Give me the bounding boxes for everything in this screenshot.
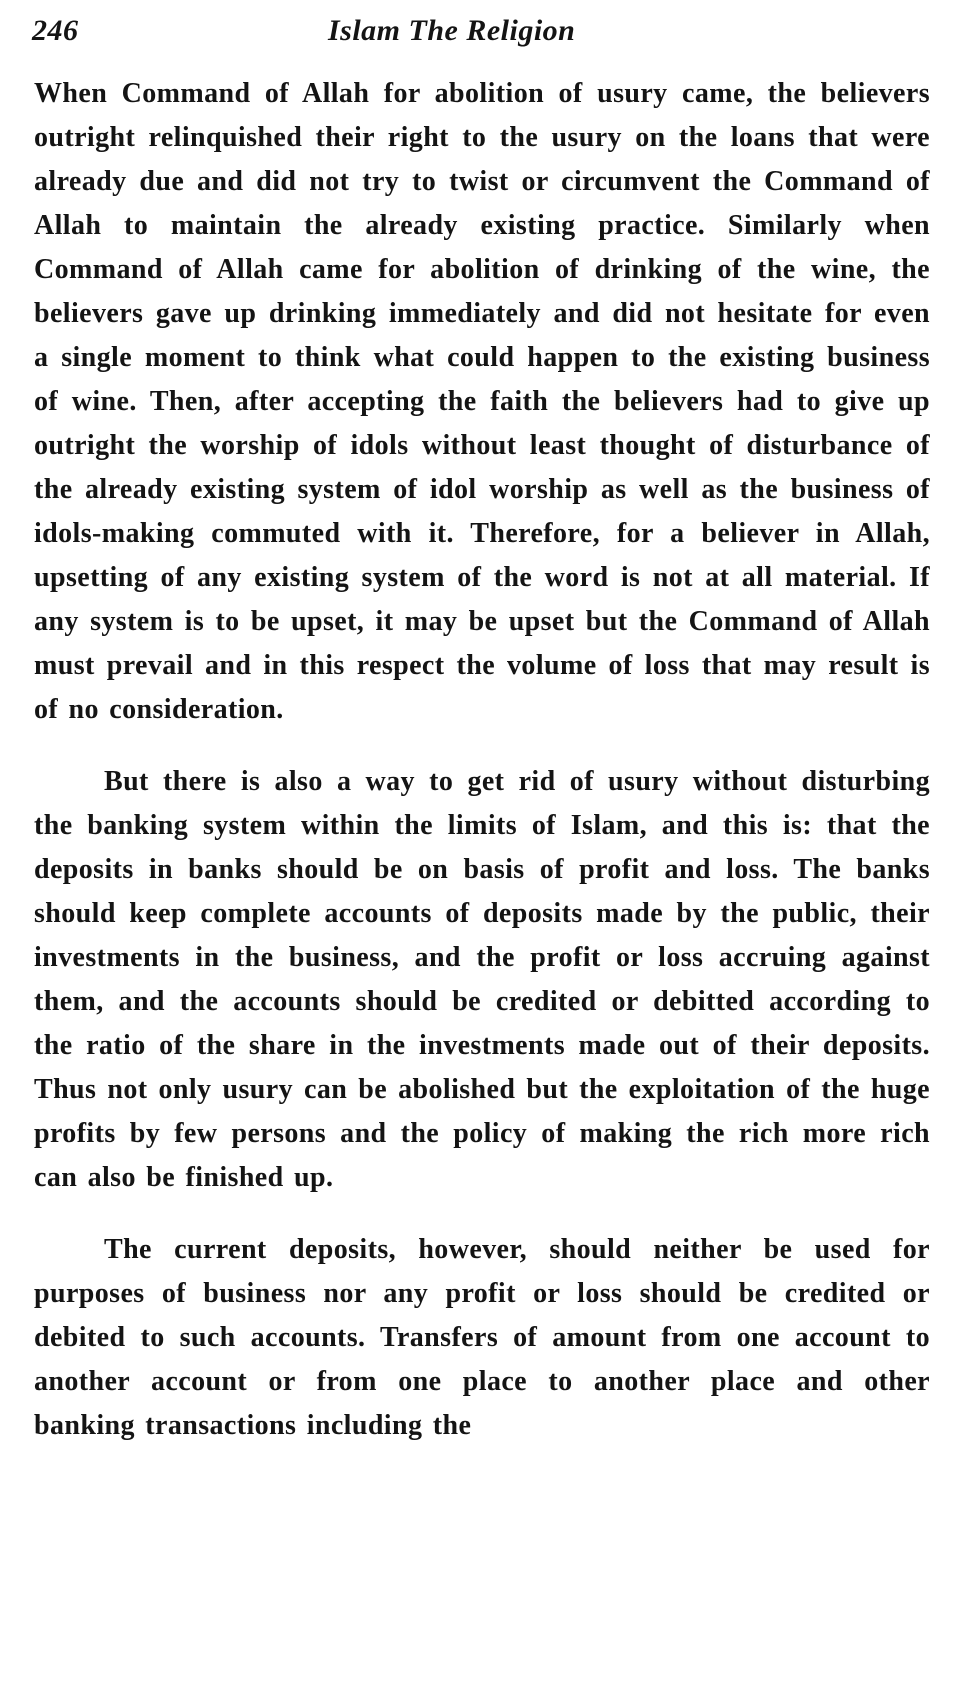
page-number: 246: [32, 14, 79, 47]
page-header: [32, 10, 932, 54]
paragraph-banking-alternative: But there is also a way to get rid of usury without disturbing the banking system within the limits of Islam, and this is: that the deposits in banks should be on basis of profit and loss. The banks should keep complete accounts of deposits made by the public, their investments in the business, and the profit or loss accruing against them, and the accounts should be credited or debitted according to the ratio of the share in the investments made out of their deposits. Thus not only usury can be abolished but the exploitation of the huge profits by few persons and the policy of making the rich more rich can also be finished up.: [34, 766, 930, 1193]
running-title: Islam The Religion: [328, 14, 576, 47]
paragraph-current-deposits: The current deposits, however, should neither be used for purposes of business nor any profit or loss should be credited or debited to such accounts. Transfers of amount from one account to another account or from one place to another place and other banking transactions including the: [34, 1234, 930, 1441]
body-text: [34, 72, 930, 1448]
paragraph-usury-abolition: When Command of Allah for abolition of usury came, the believers outright relinquished their right to the usury on the loans that were already due and did not try to twist or circumvent the Command of Allah to maintain the already existing practice. Similarly when Command of Allah came for abolition of drinking of the wine, the believers gave up drinking immediately and did not hesitate for even a single moment to think what could happen to the existing business of wine. Then, after accepting the faith the believers had to give up outright the worship of idols without least thought of disturbance of the already existing system of idol worship as well as the business of idols-making commuted with it. Therefore, for a believer in Allah, upsetting of any existing system of the word is not at all material. If any system is to be upset, it may be upset but the Command of Allah must prevail and in this respect the volume of loss that may result is of no consideration.: [34, 78, 930, 725]
